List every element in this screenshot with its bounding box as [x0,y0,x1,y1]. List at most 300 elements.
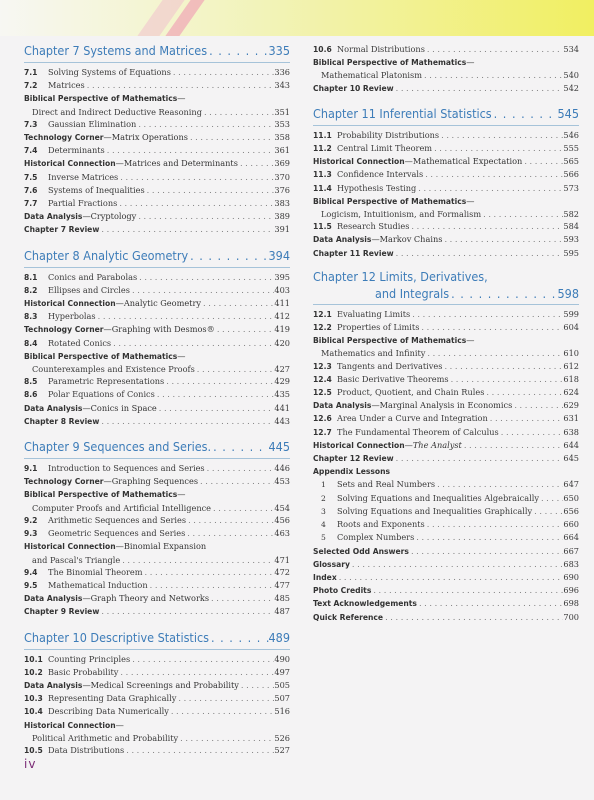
chapter-section [24,246,290,428]
leader-dots [148,579,275,591]
leader-dots [425,518,564,530]
toc-entry [24,157,290,170]
chapter-heading [24,246,290,268]
leader-dots [419,321,563,333]
toc-entry [313,452,579,465]
feature-topic: —Binomial Expansion [115,541,207,552]
toc-entry [313,505,579,518]
entry-page: 624 [563,387,579,398]
leader-dots [195,363,275,375]
entry-page: 527 [274,744,290,755]
appendix-number: 4 [321,520,326,530]
feature-name: Photo Credits [313,586,372,596]
feature-title [24,679,239,692]
chapter-section [24,41,290,237]
feature-name: Chapter 9 Review [24,607,100,617]
entry-page: 361 [274,145,290,156]
entry-page: 427 [274,364,290,375]
entry-page: 566 [563,169,579,180]
toc-entry [24,106,290,118]
appendix-title: Solving Equations and Inequalities Algebraically [337,492,539,503]
feature-title [313,452,394,465]
feature-title [313,584,371,597]
feature-title [24,719,124,732]
section-title: Conics and Parabolas [48,271,138,282]
entry-page: 391 [274,224,290,235]
toc-entry [313,558,579,571]
chapter-title [24,628,290,647]
section-title: Research Studies [337,221,410,232]
feature-title [313,597,417,610]
section-title: Gaussian Elimination [48,118,137,129]
leader-dots [145,184,275,196]
leader-dots [178,732,274,744]
chapter-heading [313,269,579,305]
feature-topic: —Matrices and Determinants [115,158,238,169]
section-number: 8.3 [24,312,38,322]
entry-page: 471 [274,554,290,565]
appendix-title: Complex Numbers [337,532,415,543]
feature-topic: —Marginal Analysis in Economics [371,400,513,411]
feature-name: Chapter 8 Review [24,416,100,426]
toc-entry [24,402,290,415]
feature-topic: — [404,439,413,450]
chapter-heading [313,104,579,126]
appendix-number: 1 [321,480,326,490]
leader-dots [164,375,274,387]
leader-dots [211,502,274,514]
feature-title [313,82,394,95]
section-number: 10.1 [24,654,43,664]
appendix-title: Solving Equations and Inequalities Graphically [337,505,533,516]
toc-entry [24,540,290,553]
section-number: 8.5 [24,377,38,387]
chapter-title-line1: Chapter 12 Limits, Derivatives, [313,268,488,284]
section-title: Properties of Limits [337,322,420,333]
chapter-section [24,437,290,618]
feature-title [24,350,185,363]
chapter-title [24,437,290,456]
feature-name: Biblical Perspective of Mathematics [24,351,178,361]
feature-name: Data Analysis [313,235,372,245]
feature-topic-cont [413,440,462,450]
leader-dots [124,744,274,756]
feature-name: Appendix Lessons [313,467,391,477]
section-title: Hyperbolas [48,311,96,322]
toc-entry [24,605,290,618]
entry-page: 644 [563,439,579,450]
feature-name: Chapter 7 Review [24,225,100,235]
toc-entry [313,412,579,425]
feature-name: Historical Connection [24,299,116,309]
leader-dots [188,131,274,143]
toc-entry [24,415,290,428]
toc-right-column [313,41,579,624]
feature-topic: —Cryptology [82,211,137,222]
feature-name: Data Analysis [313,401,372,411]
feature-name: Historical Connection [24,542,116,552]
section-number: 11.1 [313,130,332,140]
leader-dots [425,43,563,55]
toc-entry [24,705,290,718]
toc-entry [24,66,290,79]
entry-page: 456 [274,514,290,525]
entry-page: 441 [274,402,290,413]
appendix-number: 5 [321,533,326,543]
feature-title [24,415,99,428]
leader-dots [394,247,564,259]
entry-page: 526 [274,732,290,743]
feature-title [24,605,99,618]
section-title: Central Limit Theorem [337,143,433,154]
leader-dots [414,531,563,543]
chapter-title-cont: and Integrals [375,285,450,301]
entry-page: 411 [274,298,290,309]
leader-dots [211,437,268,456]
feature-name: Historical Connection [24,720,116,730]
leader-dots [185,527,274,539]
toc-entry [313,597,579,610]
entry-page: 351 [274,106,290,117]
chapter-name: Chapter 9 Sequences and Series. [24,439,212,455]
section-number: 12.2 [313,323,332,333]
section-number: 10.4 [24,707,43,717]
leader-dots [449,373,564,385]
entry-page: 696 [563,585,579,596]
toc-entry [313,531,579,544]
section-number: 8.6 [24,390,38,400]
feature-topic: —Graphing Sequences [103,476,199,487]
chapter-title [313,269,579,302]
entry-page: 650 [563,492,579,503]
leader-dots [417,597,563,609]
entry-page: 631 [563,413,579,424]
toc-entry [313,492,579,505]
toc-entry [24,388,290,401]
leader-dots [176,692,274,704]
feature-title [313,465,390,478]
section-number: 8.2 [24,285,38,295]
feature-title [24,210,136,223]
toc-entry [24,666,290,679]
section-number: 11.4 [313,183,332,193]
page-number: iv [24,757,37,771]
chapter-page: 489 [268,629,290,645]
feature-name: Data Analysis [24,680,83,690]
toc-entry [24,514,290,527]
entry-page: 638 [563,426,579,437]
appendix-number: 2 [321,493,326,503]
entry-page: 487 [274,606,290,617]
toc-entry [313,545,579,558]
leader-dots [499,426,564,438]
feature-title [313,155,522,168]
feature-subtitle: and Pascal's Triangle [32,554,121,565]
section-title: Parametric Representations [48,376,165,387]
toc-entry [24,554,290,566]
section-number: 7.6 [24,185,38,195]
chapter-heading [24,437,290,459]
entry-page: 383 [274,198,290,209]
chapter-title [24,41,290,60]
feature-title [313,334,474,347]
chapter-section [313,104,579,260]
chapter-section [24,628,290,758]
section-title: Hypothesis Testing [337,182,417,193]
feature-topic: — [466,335,475,346]
section-number: 12.4 [313,374,332,384]
toc-entry [313,308,579,321]
toc-entry [24,171,290,184]
entry-page: 454 [274,502,290,513]
section-number: 12.1 [313,309,332,319]
leader-dots [492,104,558,123]
section-number: 9.1 [24,464,38,474]
leader-dots [169,705,275,717]
section-title: Introduction to Sequences and Series [48,463,205,474]
leader-dots [99,223,274,235]
feature-title [313,571,337,584]
feature-title [24,131,188,144]
leader-dots [462,439,564,451]
entry-page: 453 [274,476,290,487]
toc-entry [24,131,290,144]
section-title: Confidence Intervals [337,169,424,180]
entry-page: 629 [563,400,579,411]
feature-name: Data Analysis [24,594,83,604]
feature-title [313,233,442,246]
appendix-title: Roots and Exponents [337,519,425,530]
section-number: 7.3 [24,119,38,129]
section-number: 9.5 [24,580,38,590]
toc-entry [24,118,290,131]
feature-title [24,402,157,415]
feature-subtitle: Counterexamples and Existence Proofs [32,364,195,375]
toc-entry [24,502,290,514]
feature-title [24,323,215,336]
leader-dots [157,402,275,414]
entry-page: 435 [274,389,290,400]
entry-page: 490 [274,653,290,664]
feature-title [313,56,474,69]
toc-entry [24,337,290,350]
section-title: Product, Quotient, and Chain Rules [337,387,485,398]
feature-topic: —Mathematical Expectation [404,156,523,167]
feature-name: Data Analysis [24,403,83,413]
feature-name: Technology Corner [24,477,104,487]
section-title: Basic Probability [48,666,119,677]
feature-name: Biblical Perspective of Mathematics [313,58,467,68]
entry-page: 353 [274,118,290,129]
feature-topic: —Graph Theory and Networks [82,593,210,604]
toc-entry [313,220,579,233]
feature-title [313,439,462,452]
entry-page: 343 [274,80,290,91]
feature-title [24,92,185,105]
section-number: 10.2 [24,667,43,677]
chapter-page: 445 [268,439,290,455]
entry-page: 403 [274,284,290,295]
leader-dots [423,168,563,180]
section-title: Data Distributions [48,744,125,755]
section-number: 7.4 [24,146,38,156]
toc-entry [24,653,290,666]
feature-name: Glossary [313,559,350,569]
entry-page: 389 [274,211,290,222]
section-title: Rotated Conics [48,337,112,348]
toc-entry [313,195,579,208]
chapter-heading [24,628,290,650]
toc-entry [313,56,579,69]
toc-entry [24,297,290,310]
leader-dots [117,197,274,209]
leader-dots [383,611,563,623]
toc-entry [24,375,290,388]
toc-entry [24,197,290,210]
feature-name: Selected Odd Answers [313,546,409,556]
chapter-heading [24,41,290,63]
leader-dots [186,514,274,526]
toc-entry [24,527,290,540]
entry-page: 700 [563,611,579,622]
toc-entry [313,386,579,399]
entry-page: 612 [563,360,579,371]
toc-entry [313,321,579,334]
toc-entry [313,129,579,142]
toc-entry [24,350,290,363]
leader-dots [449,286,557,302]
leader-dots [481,208,563,220]
leader-dots [207,41,268,60]
feature-subtitle: Political Arithmetic and Probability [32,732,179,743]
entry-page: 463 [274,528,290,539]
section-number: 12.3 [313,361,332,371]
toc-entry [313,334,579,347]
feature-subtitle: Mathematical Platonism [321,70,423,81]
appendix-title: Sets and Real Numbers [337,479,436,490]
leader-dots [532,505,563,517]
leader-dots [198,475,274,487]
toc-entry [24,744,290,757]
section-number: 8.1 [24,272,38,282]
feature-topic: —Conics in Space [82,402,157,413]
section-number: 11.3 [313,170,332,180]
leader-dots [130,653,274,665]
toc-entry [24,692,290,705]
feature-topic: — [466,57,475,68]
entry-page: 667 [563,545,579,556]
toc-entry [313,142,579,155]
leader-dots [137,271,274,283]
entry-page: 369 [274,158,290,169]
section-title: Representing Data Graphically [48,693,177,704]
toc-entry [313,168,579,181]
toc-entry [313,611,579,624]
section-number: 7.1 [24,68,38,77]
entry-page: 477 [274,579,290,590]
appendix-number: 3 [321,506,326,516]
entry-page: 419 [274,324,290,335]
leader-dots [99,415,274,427]
feature-name: Biblical Perspective of Mathematics [24,94,178,104]
chapter-page: 394 [268,247,290,263]
feature-topic: —Graphing with Desmos® [103,324,215,335]
toc-entry [313,373,579,386]
toc-entry [24,566,290,579]
toc-entry [24,223,290,236]
toc-entry [313,155,579,168]
section-number: 12.5 [313,388,332,398]
feature-title [313,195,474,208]
toc-entry [313,518,579,531]
toc-entry [313,247,579,260]
entry-page: 505 [274,679,290,690]
entry-page: 664 [563,532,579,543]
entry-page: 420 [274,337,290,348]
entry-page: 516 [274,706,290,717]
toc-entry [24,210,290,223]
chapter-section [313,269,579,624]
feature-title [24,592,209,605]
entry-page: 582 [563,209,579,220]
feature-title [313,247,394,260]
feature-subtitle: Mathematics and Infinity [321,348,426,359]
entry-page: 565 [563,156,579,167]
section-title: Normal Distributions [337,44,425,54]
section-number: 10.5 [24,745,43,755]
entry-page: 540 [563,70,579,81]
toc-entry [313,182,579,195]
section-title: Partial Fractions [48,198,118,209]
section-number: 9.3 [24,529,38,539]
feature-topic: — [177,489,186,500]
toc-entry [24,92,290,105]
toc-entry [24,271,290,284]
leader-dots [442,233,563,245]
feature-title [313,611,383,624]
feature-topic: — [466,195,475,206]
feature-topic: —Matrix Operations [103,132,188,143]
section-number: 10.6 [313,45,332,54]
entry-page: 690 [563,571,579,582]
entry-page: 446 [274,463,290,474]
feature-topic: — [115,719,124,730]
toc-entry [24,363,290,375]
leader-dots [155,388,275,400]
leader-dots [484,386,563,398]
section-title: Inverse Matrices [48,171,119,182]
section-title: Tangents and Derivatives [337,360,443,371]
feature-topic: — [177,93,186,104]
entry-page: 376 [274,184,290,195]
leader-dots [522,155,563,167]
toc-entry [24,462,290,475]
feature-title [313,558,350,571]
feature-title [313,399,512,412]
feature-topic: —Markov Chains [371,234,443,245]
leader-dots [488,412,564,424]
section-title: The Fundamental Theorem of Calculus [337,426,499,437]
chapter-title [313,104,579,123]
section-number: 11.2 [313,144,332,154]
toc-left-column [24,41,290,757]
section-title: Geometric Sequences and Series [48,528,186,539]
feature-name: Text Acknowledgements [313,599,417,609]
leader-dots [394,452,564,464]
section-title: Mathematical Induction [48,579,148,590]
toc-entry [313,426,579,439]
section-number: 7.7 [24,199,38,209]
